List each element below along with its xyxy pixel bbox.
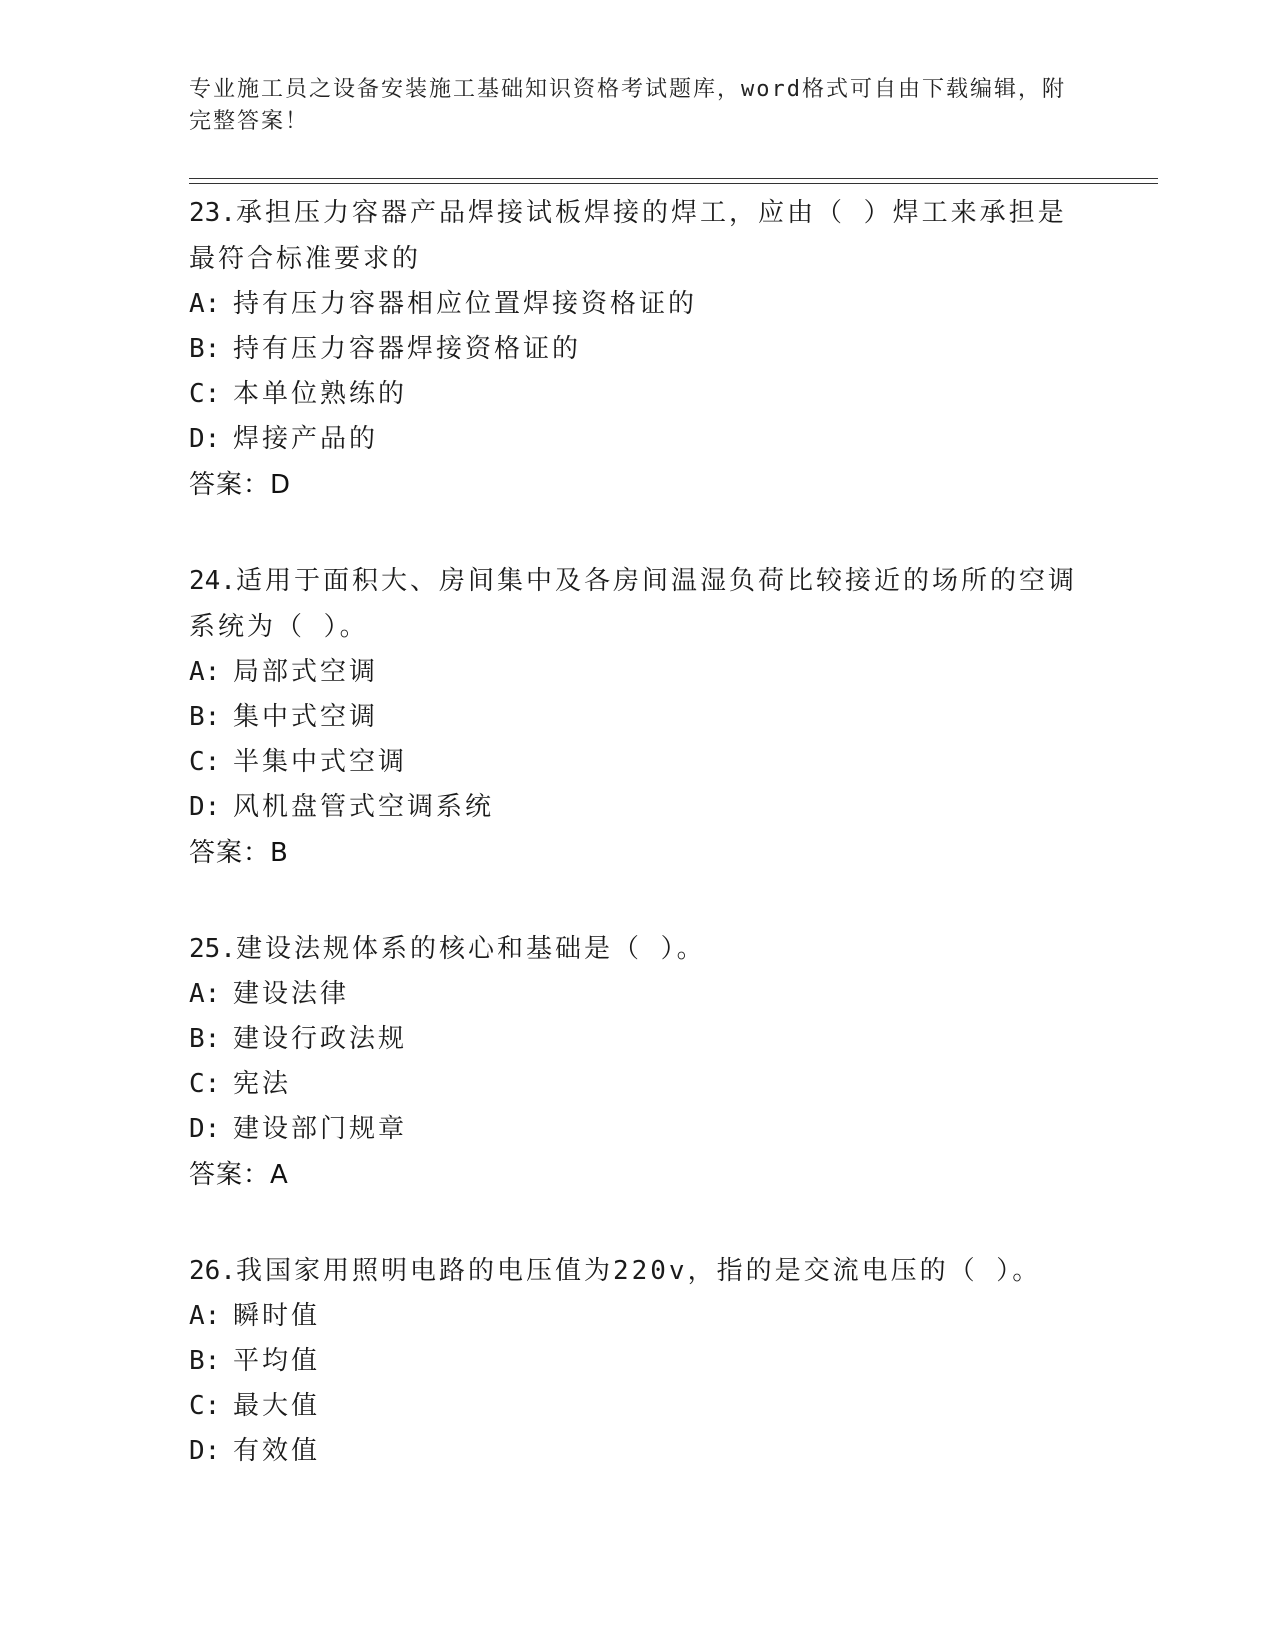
question-number: 26. — [189, 1256, 236, 1286]
option-a — [189, 1294, 1089, 1339]
question-26 — [189, 1248, 1089, 1474]
option-text: 风机盘管式空调系统 — [233, 792, 495, 822]
option-text: 建设法律 — [233, 979, 350, 1009]
option-letter: B: — [189, 1024, 221, 1054]
option-text: 宪法 — [233, 1069, 292, 1099]
option-a — [189, 650, 1089, 695]
option-letter: D: — [189, 792, 221, 822]
question-number: 23. — [189, 198, 236, 228]
option-b — [189, 327, 1089, 372]
option-text: 建设部门规章 — [233, 1114, 408, 1144]
option-c — [189, 1384, 1089, 1429]
document-header: 专业施工员之设备安装施工基础知识资格考试题库，word格式可自由下载编辑，附完整答案！ — [189, 77, 1066, 134]
option-text: 最大值 — [233, 1391, 321, 1421]
answer-label: 答案：D — [189, 470, 292, 500]
header-divider-top — [189, 178, 1158, 179]
option-letter: C: — [189, 1391, 221, 1421]
option-letter: D: — [189, 424, 221, 454]
option-letter: C: — [189, 1069, 221, 1099]
header-divider-bottom — [189, 183, 1158, 184]
answer-label: 答案：B — [189, 838, 289, 868]
option-letter: A: — [189, 1301, 221, 1331]
option-b — [189, 695, 1089, 740]
option-letter: D: — [189, 1436, 221, 1466]
option-text: 局部式空调 — [233, 657, 379, 687]
question-stem — [189, 190, 1089, 282]
option-text: 持有压力容器相应位置焊接资格证的 — [233, 289, 698, 319]
question-text: 建设法规体系的核心和基础是（ ）。 — [235, 934, 706, 964]
question-stem — [189, 1248, 1089, 1294]
option-text: 焊接产品的 — [233, 424, 379, 454]
question-stem — [189, 926, 1089, 972]
option-letter: A: — [189, 979, 221, 1009]
option-letter: C: — [189, 747, 221, 777]
option-a — [189, 282, 1089, 327]
option-letter: C: — [189, 379, 221, 409]
option-text: 建设行政法规 — [233, 1024, 408, 1054]
option-c — [189, 740, 1089, 785]
question-number: 24. — [189, 566, 236, 596]
option-d — [189, 1429, 1089, 1474]
option-text: 有效值 — [233, 1436, 321, 1466]
option-text: 瞬时值 — [233, 1301, 321, 1331]
question-text: 我国家用照明电路的电压值为220v，指的是交流电压的（ ）。 — [235, 1256, 1042, 1286]
option-letter: A: — [189, 657, 221, 687]
option-c — [189, 372, 1089, 417]
option-d — [189, 785, 1089, 830]
question-list — [189, 190, 1089, 1524]
option-text: 平均值 — [233, 1346, 321, 1376]
option-letter: B: — [189, 702, 221, 732]
question-23 — [189, 190, 1089, 508]
answer-label: 答案：A — [189, 1160, 289, 1190]
question-text: 适用于面积大、房间集中及各房间温湿负荷比较接近的场所的空调系统为（ ）。 — [189, 566, 1077, 642]
option-text: 本单位熟练的 — [233, 379, 408, 409]
question-stem — [189, 558, 1089, 650]
option-b — [189, 1017, 1089, 1062]
option-b — [189, 1339, 1089, 1384]
option-letter: B: — [189, 334, 221, 364]
question-25 — [189, 926, 1089, 1198]
option-text: 持有压力容器焊接资格证的 — [233, 334, 582, 364]
option-c — [189, 1062, 1089, 1107]
option-text: 半集中式空调 — [233, 747, 408, 777]
option-letter: D: — [189, 1114, 221, 1144]
question-text: 承担压力容器产品焊接试板焊接的焊工，应由（ ）焊工来承担是最符合标准要求的 — [189, 198, 1067, 274]
option-a — [189, 972, 1089, 1017]
option-letter: A: — [189, 289, 221, 319]
question-24 — [189, 558, 1089, 876]
option-text: 集中式空调 — [233, 702, 379, 732]
option-letter: B: — [189, 1346, 221, 1376]
option-d — [189, 417, 1089, 462]
option-d — [189, 1107, 1089, 1152]
question-number: 25. — [189, 934, 236, 964]
